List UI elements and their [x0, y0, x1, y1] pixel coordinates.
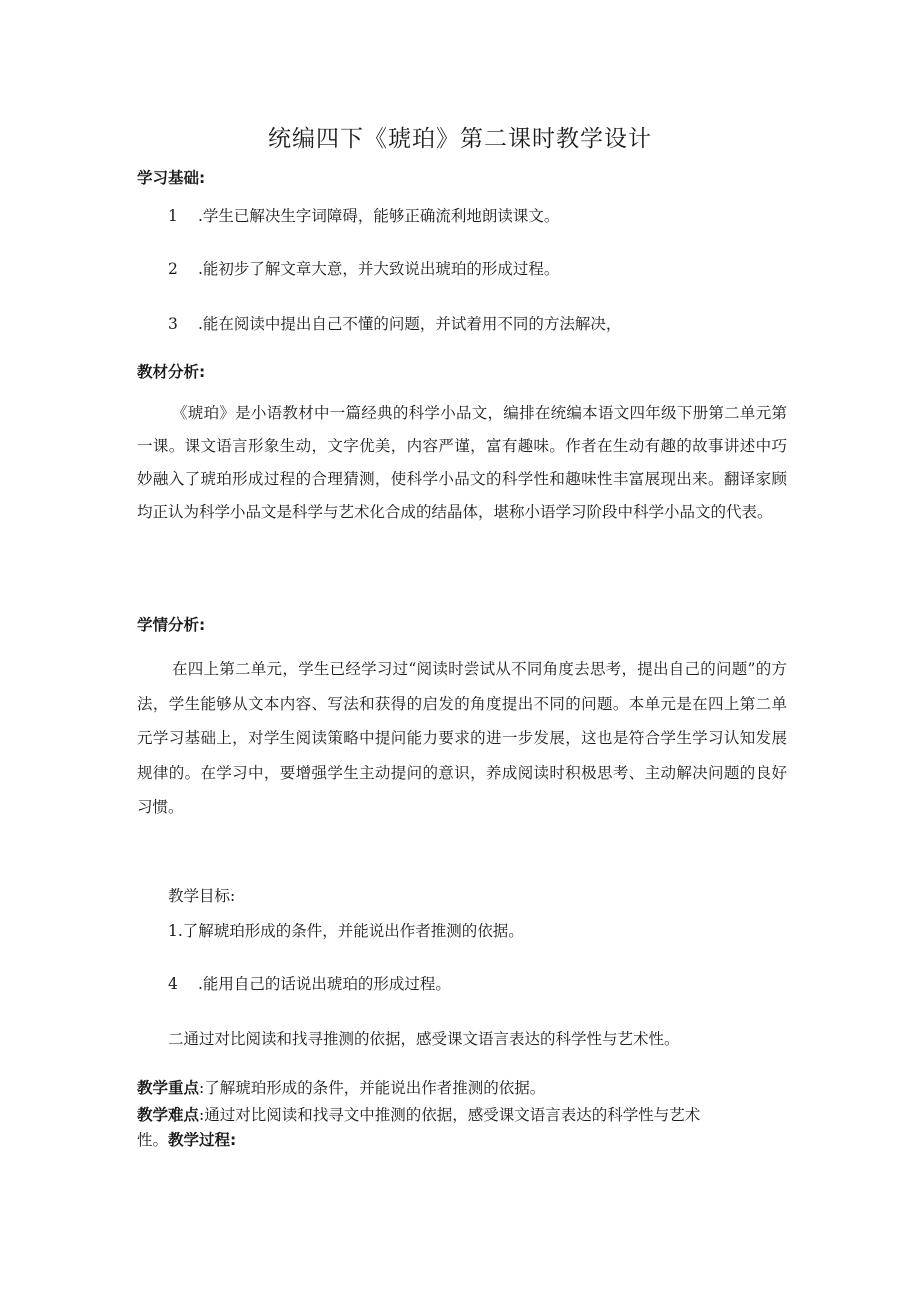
list-item-number: 3	[168, 315, 178, 333]
list-item-number: 2	[168, 260, 178, 278]
document-title: 统编四下《琥珀》第二课时教学设计	[268, 126, 652, 152]
list-item	[168, 257, 559, 279]
list-item	[168, 204, 559, 226]
list-item-number: 4	[168, 975, 178, 993]
learning-basis-heading: 学习基础:	[137, 169, 206, 187]
teaching-goals-heading: 教学目标:	[168, 887, 236, 905]
list-item-text: .能用自己的话说出琥珀的形成过程。	[198, 975, 451, 993]
key-point-line	[137, 1076, 545, 1098]
process-heading: 教学过程:	[168, 1131, 237, 1149]
student-analysis-paragraph: 在四上第二单元，学生已经学习过“阅读时尝试从不同角度去思考，提出自己的问题”的方法，学生能够从文本内容、写法和获得的启发的角度提出不同的问题。本单元是在四上第二单元学习基础上，对学生阅读策略中提问能力要求的进一步发展，这也是符合学生学习认知发展规律的。在学习中，要增强学生主动提问的意识，养成阅读时积极思考、主动解决问题的良好习惯。	[137, 660, 787, 816]
student-analysis-heading: 学情分析:	[137, 616, 206, 634]
list-item-text: .能初步了解文章大意，并大致说出琥珀的形成过程。	[198, 260, 560, 278]
difficulty-line	[137, 1103, 700, 1125]
key-point-text: :了解琥珀形成的条件，并能说出作者推测的依据。	[199, 1079, 546, 1097]
difficulty-text-end: 性。	[137, 1131, 169, 1149]
teaching-goal-2	[168, 972, 451, 994]
list-item	[168, 312, 621, 334]
teaching-goal-1: 1.了解琥珀形成的条件，并能说出作者推测的依据。	[168, 922, 524, 940]
list-item-text: .学生已解决生字词障碍，能够正确流利地朗读课文。	[198, 207, 560, 225]
difficulty-text: :通过对比阅读和找寻文中推测的依据，感受课文语言表达的科学性与艺术	[199, 1106, 701, 1124]
difficulty-label: 教学难点	[137, 1106, 200, 1124]
teaching-goal-3: 二通过对比阅读和找寻推测的依据，感受课文语言表达的科学性与艺术性。	[168, 1030, 680, 1048]
difficulty-continuation-line	[137, 1128, 236, 1150]
key-point-label: 教学重点	[137, 1079, 200, 1097]
material-analysis-heading: 教材分析:	[137, 363, 206, 381]
material-analysis-paragraph: 《琥珀》是小语教材中一篇经典的科学小品文，编排在统编本语文四年级下册第二单元第一课。课文语言形象生动，文字优美，内容严谨，富有趣味。作者在生动有趣的故事讲述中巧妙融入了琥珀形成过程的合理猜测，使科学小品文的科学性和趣味性丰富展现出来。翻译家顾均正认为科学小品文是科学与艺术化合成的结晶体，堪称小语学习阶段中科学小品文的代表。	[137, 404, 787, 521]
list-item-text: .能在阅读中提出自己不懂的问题，并试着用不同的方法解决，	[198, 315, 622, 333]
list-item-number: 1	[168, 207, 178, 225]
